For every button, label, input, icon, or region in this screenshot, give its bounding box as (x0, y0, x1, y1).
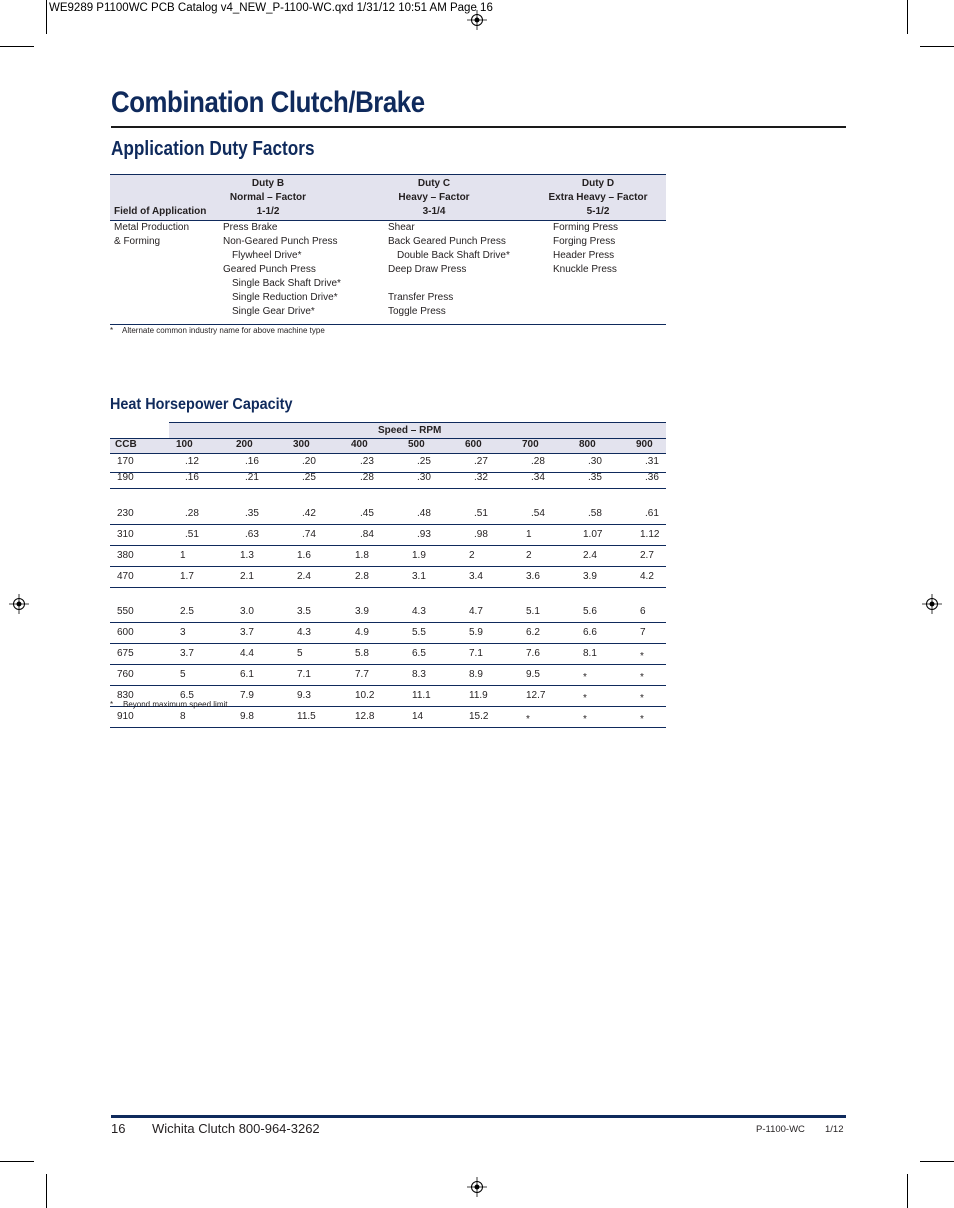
hp-value-cell: 1 (180, 550, 186, 561)
hp-value-cell: * (583, 714, 587, 725)
hp-value-cell: * (583, 693, 587, 704)
hp-value-cell: 6 (640, 606, 646, 617)
duty-footnote-text: Alternate common industry name for above machine type (122, 326, 325, 335)
table-row-rule (110, 587, 666, 588)
hp-value-cell: .98 (474, 529, 488, 540)
hp-value-cell: 6.6 (583, 627, 597, 638)
hp-value-cell: 3.0 (240, 606, 254, 617)
duty-table-bottom-rule (110, 324, 666, 325)
hp-value-cell: 3.7 (240, 627, 254, 638)
duty-d-item: Forming Press (553, 222, 619, 233)
registration-mark-icon (9, 594, 29, 614)
hp-value-cell: 6.1 (240, 669, 254, 680)
hp-value-cell: .30 (588, 456, 602, 467)
hp-value-cell: 8.9 (469, 669, 483, 680)
crop-mark (46, 0, 47, 34)
hp-value-cell: .27 (474, 456, 488, 467)
ccb-size-cell: 675 (117, 648, 134, 659)
hp-value-cell: 1.8 (355, 550, 369, 561)
table-row-rule (110, 622, 666, 623)
duty-d-item: Header Press (553, 250, 615, 261)
registration-mark-icon (467, 10, 487, 30)
rpm-column-header: 100 (176, 439, 193, 450)
hp-value-cell: 8 (180, 711, 186, 722)
ccb-size-cell: 380 (117, 550, 134, 561)
hp-value-cell: 1.07 (583, 529, 603, 540)
hp-value-cell: * (640, 672, 644, 683)
hp-value-cell: 12.8 (355, 711, 375, 722)
hp-value-cell: 4.2 (640, 571, 654, 582)
hp-value-cell: .61 (645, 508, 659, 519)
duty-b-item: Single Reduction Drive* (232, 292, 338, 303)
field-of-application-header: Field of Application (114, 206, 207, 217)
hp-value-cell: .58 (588, 508, 602, 519)
ccb-size-cell: 170 (117, 456, 134, 467)
section-title-heat-horsepower: Heat Horsepower Capacity (110, 396, 293, 413)
hp-value-cell: 2.8 (355, 571, 369, 582)
hp-value-cell: * (526, 714, 530, 725)
ccb-size-cell: 910 (117, 711, 134, 722)
speed-rpm-label: Speed – RPM (378, 425, 442, 436)
hp-value-cell: 3.1 (412, 571, 426, 582)
heat-footnote-mark: * (110, 700, 114, 709)
hp-value-cell: 11.5 (297, 711, 316, 722)
crop-mark (0, 46, 34, 47)
hp-value-cell: .16 (185, 472, 199, 483)
hp-value-cell: 7.9 (240, 690, 254, 701)
ccb-size-cell: 830 (117, 690, 134, 701)
hp-value-cell: 6.2 (526, 627, 540, 638)
hp-value-cell: 11.1 (412, 690, 431, 701)
hp-value-cell: .32 (474, 472, 488, 483)
table-row-rule (110, 566, 666, 567)
hp-value-cell: 2.7 (640, 550, 654, 561)
duty-c-item: Transfer Press (388, 292, 454, 303)
ccb-size-cell: 760 (117, 669, 134, 680)
hp-value-cell: .20 (302, 456, 316, 467)
rpm-column-header: 300 (293, 439, 310, 450)
catalog-date: 1/12 (825, 1124, 844, 1135)
duty-d-item: Knuckle Press (553, 264, 617, 275)
hp-value-cell: 5.8 (355, 648, 369, 659)
hp-value-cell: 5 (180, 669, 186, 680)
duty-b-item: Single Gear Drive* (232, 306, 315, 317)
duty-column-header: Duty B Normal – Factor 1-1/2 (229, 178, 307, 217)
hp-value-cell: 7 (640, 627, 646, 638)
duty-footnote-mark: * (110, 326, 114, 335)
hp-value-cell: .25 (417, 456, 431, 467)
hp-value-cell: .31 (645, 456, 659, 467)
hp-value-cell: 3 (180, 627, 186, 638)
crop-mark (907, 0, 908, 34)
hp-value-cell: 4.9 (355, 627, 369, 638)
hp-value-cell: 12.7 (526, 690, 546, 701)
hp-value-cell: .28 (185, 508, 199, 519)
ccb-size-cell: 190 (117, 472, 134, 483)
ccb-header: CCB (115, 439, 137, 450)
hp-value-cell: 4.3 (297, 627, 311, 638)
rpm-column-header: 800 (579, 439, 596, 450)
catalog-code: P-1100-WC (756, 1124, 805, 1135)
ccb-size-cell: 310 (117, 529, 134, 540)
rpm-column-header: 400 (351, 439, 368, 450)
crop-mark (920, 46, 954, 47)
hp-value-cell: .23 (360, 456, 374, 467)
duty-c-item: Toggle Press (388, 306, 446, 317)
duty-column-header: Duty C Heavy – Factor 3-1/4 (398, 178, 470, 217)
hp-value-cell: 3.6 (526, 571, 540, 582)
ccb-size-cell: 470 (117, 571, 134, 582)
table-row-rule (110, 524, 666, 525)
hp-value-cell: 7.1 (297, 669, 311, 680)
crop-mark (907, 1174, 908, 1208)
hp-value-cell: 1.7 (180, 571, 194, 582)
hp-value-cell: 5 (297, 648, 303, 659)
hp-value-cell: 3.9 (583, 571, 597, 582)
footer-rule (111, 1115, 846, 1118)
hp-value-cell: 7.6 (526, 648, 540, 659)
ccb-size-cell: 230 (117, 508, 134, 519)
hp-value-cell: 5.5 (412, 627, 426, 638)
hp-value-cell: 3.9 (355, 606, 369, 617)
duty-c-item: Deep Draw Press (388, 264, 467, 275)
hp-value-cell: 2 (526, 550, 532, 561)
hp-value-cell: .35 (245, 508, 259, 519)
hp-value-cell: .42 (302, 508, 316, 519)
ccb-size-cell: 550 (117, 606, 134, 617)
hp-value-cell: .45 (360, 508, 374, 519)
table-row-rule (110, 488, 666, 489)
hp-value-cell: 2.1 (240, 571, 254, 582)
hp-value-cell: .34 (531, 472, 545, 483)
hp-value-cell: 9.5 (526, 669, 540, 680)
hp-value-cell: .51 (474, 508, 488, 519)
hp-value-cell: 4.4 (240, 648, 254, 659)
hp-value-cell: .25 (302, 472, 316, 483)
field-line: & Forming (114, 236, 161, 247)
hp-value-cell: .54 (531, 508, 545, 519)
table-row-rule (110, 685, 666, 686)
hp-value-cell: 2.5 (180, 606, 194, 617)
hp-value-cell: 6.5 (180, 690, 194, 701)
duty-b-item: Flywheel Drive* (232, 250, 302, 261)
ccb-size-cell: 600 (117, 627, 134, 638)
hp-value-cell: 2.4 (297, 571, 311, 582)
hp-value-cell: 5.9 (469, 627, 483, 638)
hp-value-cell: 9.8 (240, 711, 254, 722)
crop-mark (0, 1161, 34, 1162)
hp-value-cell: .35 (588, 472, 602, 483)
section-title-duty-factors: Application Duty Factors (111, 138, 315, 160)
duty-b-item: Non-Geared Punch Press (223, 236, 338, 247)
duty-b-item: Press Brake (223, 222, 278, 233)
hp-value-cell: .93 (417, 529, 431, 540)
table-row-rule (110, 545, 666, 546)
hp-value-cell: * (640, 714, 644, 725)
registration-mark-icon (922, 594, 942, 614)
crop-mark (46, 1174, 47, 1208)
hp-value-cell: 2.4 (583, 550, 597, 561)
duty-b-item: Geared Punch Press (223, 264, 316, 275)
rpm-column-header: 200 (236, 439, 253, 450)
hp-value-cell: .28 (531, 456, 545, 467)
hp-value-cell: 3.4 (469, 571, 483, 582)
hp-value-cell: * (640, 693, 644, 704)
hp-value-cell: .12 (185, 456, 199, 467)
table-row-rule (110, 664, 666, 665)
hp-value-cell: .63 (245, 529, 259, 540)
hp-value-cell: .21 (245, 472, 259, 483)
hp-value-cell: 5.1 (526, 606, 540, 617)
hp-value-cell: 8.1 (583, 648, 597, 659)
hp-value-cell: 9.3 (297, 690, 311, 701)
hp-value-cell: .16 (245, 456, 259, 467)
company-contact: Wichita Clutch 800-964-3262 (152, 1121, 320, 1136)
hp-value-cell: 1.6 (297, 550, 311, 561)
hp-value-cell: 2 (469, 550, 475, 561)
duty-d-item: Forging Press (553, 236, 616, 247)
hp-value-cell: .51 (185, 529, 199, 540)
registration-mark-icon (467, 1177, 487, 1197)
duty-b-item: Single Back Shaft Drive* (232, 278, 341, 289)
hp-value-cell: 8.3 (412, 669, 426, 680)
hp-value-cell: 3.5 (297, 606, 311, 617)
hp-value-cell: 4.7 (469, 606, 483, 617)
duty-c-item: Back Geared Punch Press (388, 236, 506, 247)
page-title: Combination Clutch/Brake (111, 86, 425, 119)
hp-value-cell: .84 (360, 529, 374, 540)
rpm-column-header: 500 (408, 439, 425, 450)
slug-line: WE9289 P1100WC PCB Catalog v4_NEW_P-1100-WC.qxd 1/31/12 10:51 AM Page 16 (49, 2, 493, 14)
crop-mark (920, 1161, 954, 1162)
hp-value-cell: 6.5 (412, 648, 426, 659)
hp-value-cell: .36 (645, 472, 659, 483)
duty-c-item: Double Back Shaft Drive* (397, 250, 510, 261)
hp-value-cell: * (583, 672, 587, 683)
hp-value-cell: 15.2 (469, 711, 489, 722)
table-row-rule (110, 643, 666, 644)
page-number: 16 (111, 1121, 126, 1136)
hp-value-cell: .30 (417, 472, 431, 483)
hp-value-cell: 4.3 (412, 606, 426, 617)
hp-value-cell: * (640, 651, 644, 662)
hp-value-cell: 1 (526, 529, 532, 540)
hp-value-cell: 1.12 (640, 529, 660, 540)
table-row-rule (110, 727, 666, 728)
hp-value-cell: 3.7 (180, 648, 194, 659)
hp-value-cell: .48 (417, 508, 431, 519)
hp-value-cell: 7.7 (355, 669, 369, 680)
heat-footnote-text: Beyond maximum speed limit (123, 700, 228, 709)
title-rule (111, 126, 846, 128)
rpm-column-header: 900 (636, 439, 653, 450)
hp-value-cell: .28 (360, 472, 374, 483)
hp-value-cell: 1.9 (412, 550, 426, 561)
hp-value-cell: .74 (302, 529, 316, 540)
hp-value-cell: 14 (412, 711, 424, 722)
rpm-column-header: 600 (465, 439, 482, 450)
hp-value-cell: 10.2 (355, 690, 375, 701)
rpm-column-header: 700 (522, 439, 539, 450)
duty-column-header: Duty D Extra Heavy – Factor 5-1/2 (548, 178, 648, 217)
hp-value-cell: 7.1 (469, 648, 483, 659)
hp-value-cell: 11.9 (469, 690, 488, 701)
duty-c-item: Shear (388, 222, 415, 233)
field-line: Metal Production (114, 222, 190, 233)
hp-value-cell: 1.3 (240, 550, 254, 561)
hp-value-cell: 5.6 (583, 606, 597, 617)
